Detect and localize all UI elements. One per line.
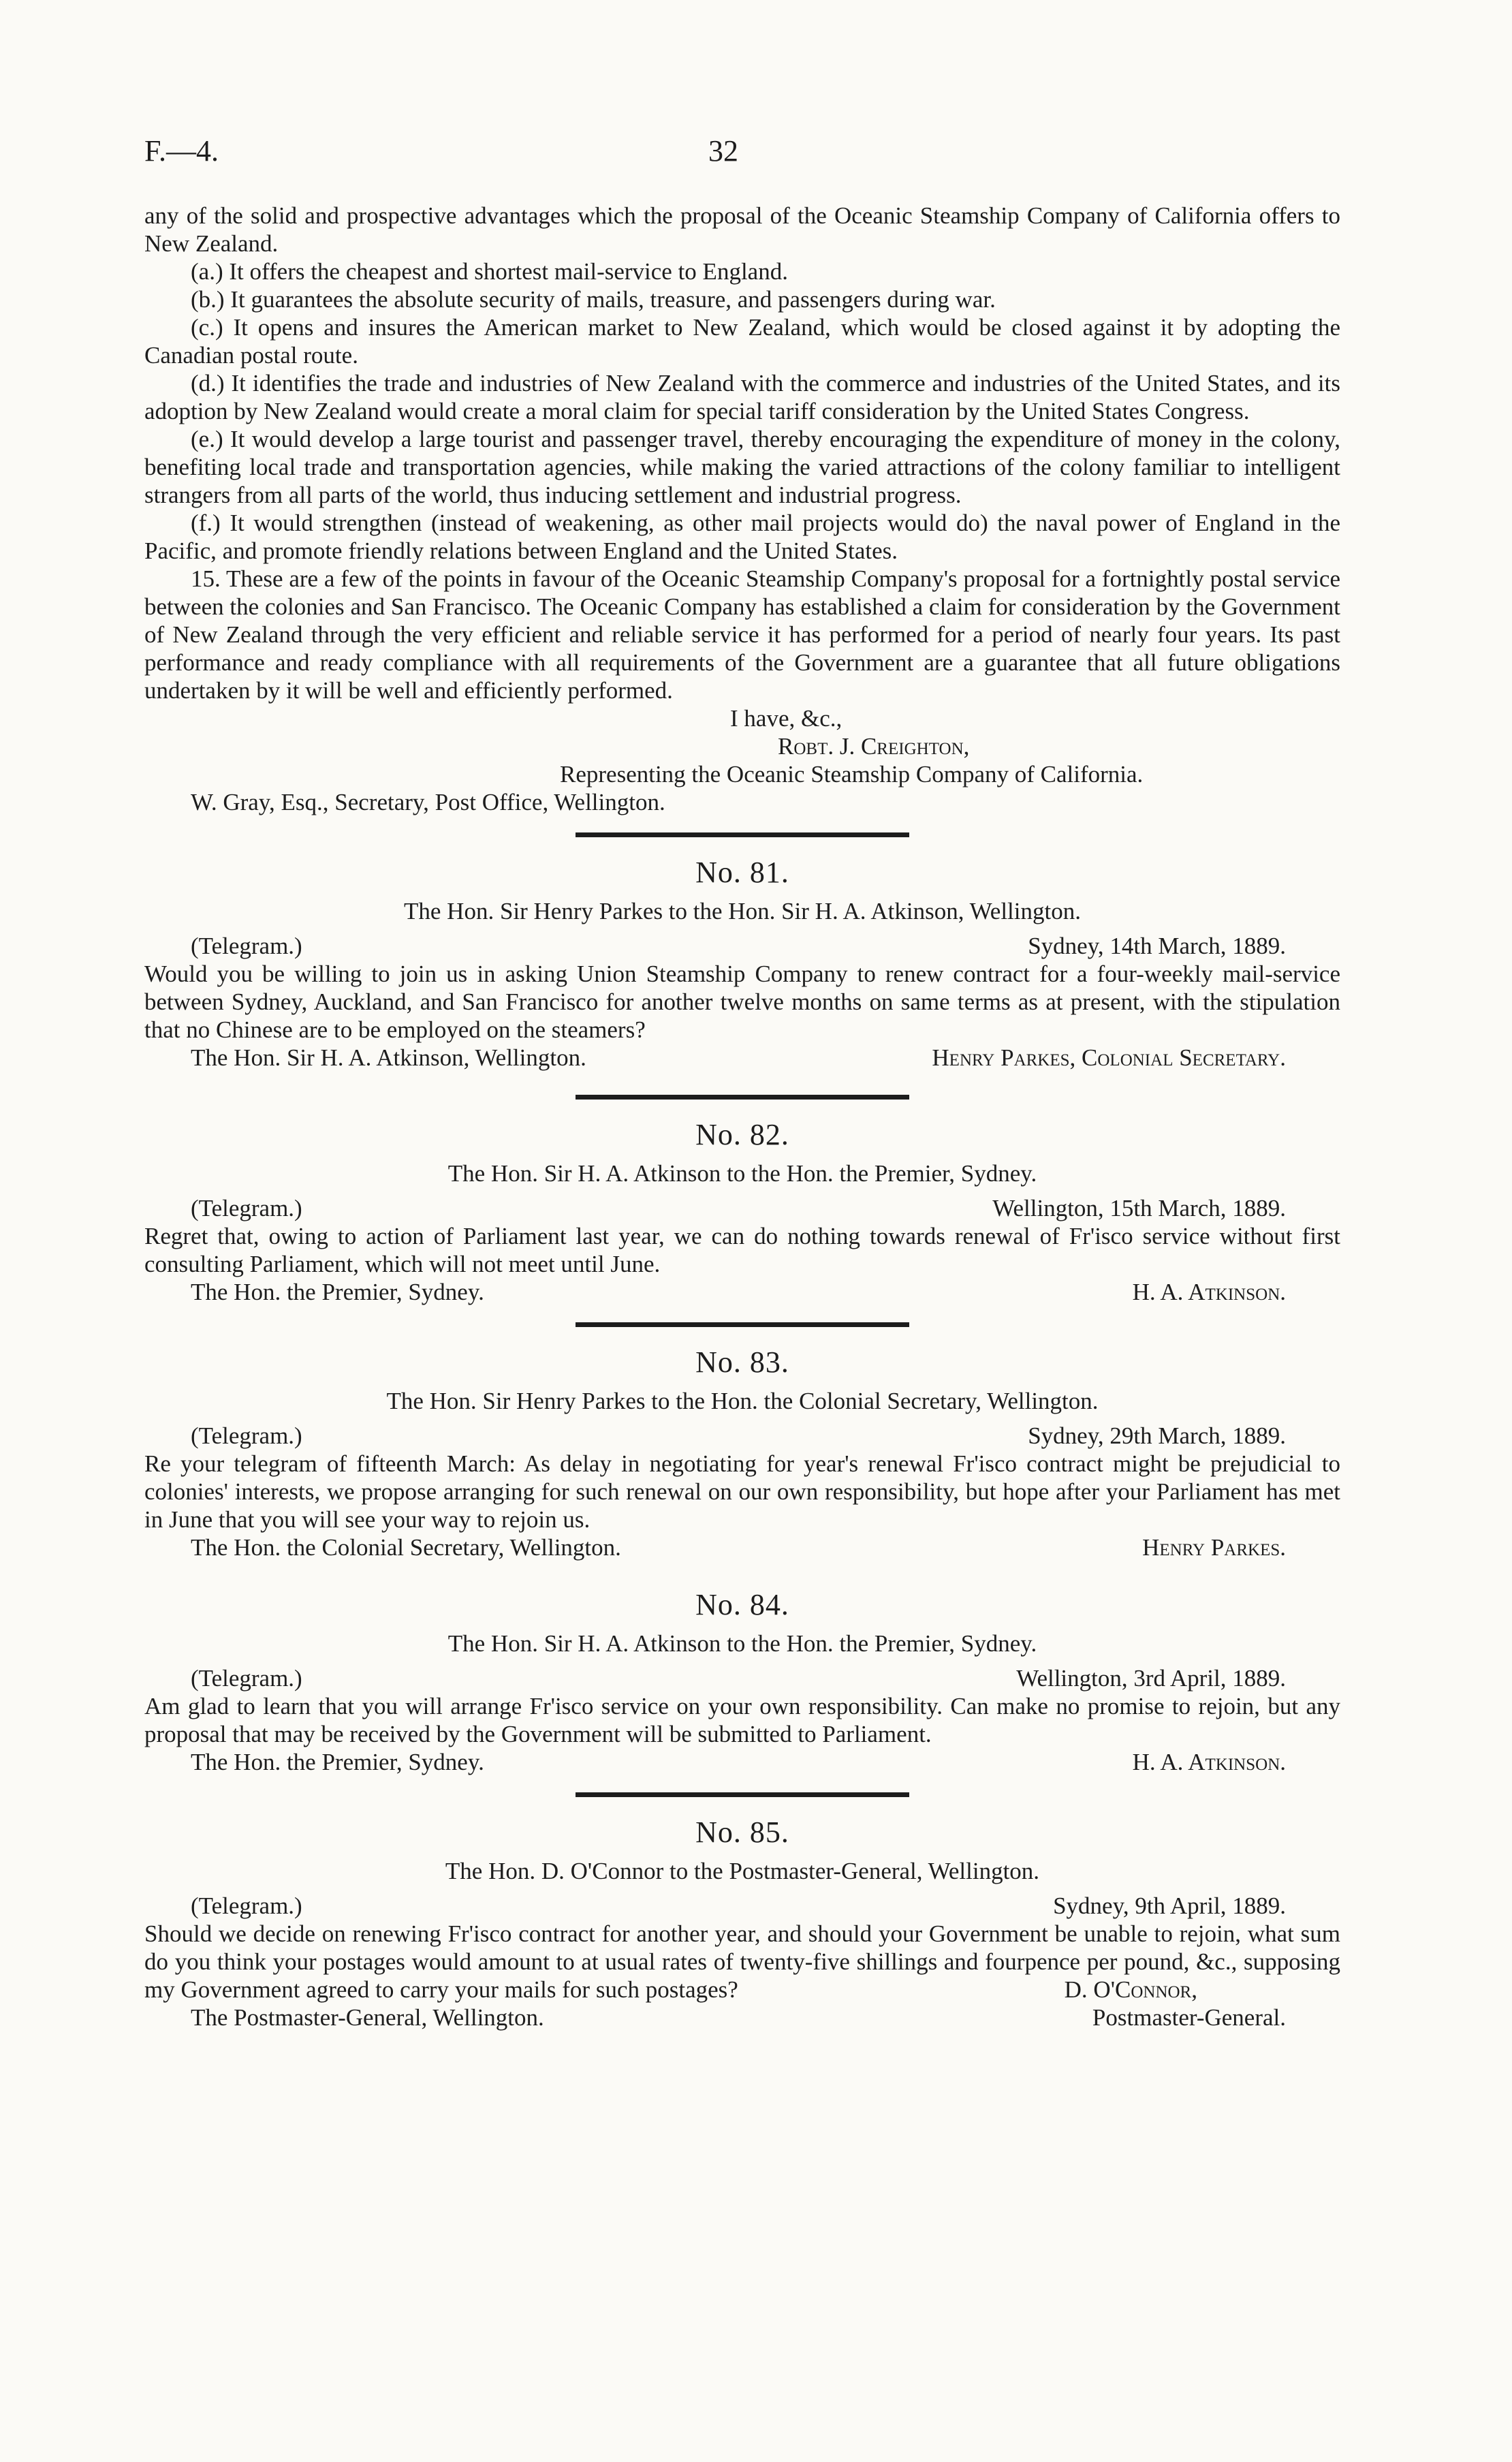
paragraph-15: 15. These are a few of the points in favour of the Oceanic Steamship Company's proposal for a fortnightly postal service between the colonies and San Francisco. The Oceanic Company has established a claim for consideration by the Government of New Zealand through the very efficient and reliable service it has performed for a period of nearly four years. Its past performance and ready compliance with all requirements of the Government are a guarantee that all future obligations undertaken by it will be well and efficiently performed.	[144, 565, 1340, 704]
letter-82-type: (Telegram.)	[191, 1195, 302, 1221]
letter-84-signature: H. A. Atkinson.	[1132, 1749, 1286, 1775]
letter-number-83: No. 83.	[695, 1345, 789, 1379]
page-number: 32	[708, 134, 738, 168]
advantage-item-c: (c.) It opens and insures the American market to New Zealand, which would be closed against it by adopting the Canadian postal route.	[144, 314, 1340, 369]
letter-84-footer	[144, 1748, 1340, 1776]
continuation-paragraph: any of the solid and prospective advantages which the proposal of the Oceanic Steamship Company of California offers to New Zealand.	[144, 202, 1340, 257]
letter-81-meta	[144, 932, 1340, 960]
section-divider	[576, 1792, 909, 1797]
letter-81-place-date: Sydney, 14th March, 1889.	[1028, 933, 1286, 959]
advantage-item-a: (a.) It offers the cheapest and shortest mail-service to England.	[191, 258, 788, 285]
advantage-item-b: (b.) It guarantees the absolute security of mails, treasure, and passengers during war.	[191, 286, 996, 313]
letter-85-footer	[144, 2004, 1340, 2031]
letter-85-type: (Telegram.)	[191, 1892, 302, 1919]
letter-85-signature-name: D. O'Connor,	[1064, 1976, 1197, 2003]
letter-83-body: Re your telegram of fifteenth March: As delay in negotiating for year's renewal Fr'isco contract might be prejudicial to colonies' interests, we propose arranging for such renewal on our own responsibility, but hope after your Parliament has met in June that you will see your way to rejoin us.	[144, 1450, 1340, 1533]
letter-81-type: (Telegram.)	[191, 933, 302, 959]
letter-83-type: (Telegram.)	[191, 1422, 302, 1449]
letter-82-from-to: The Hon. Sir H. A. Atkinson to the Hon. the Premier, Sydney.	[447, 1160, 1037, 1187]
letter-84-type: (Telegram.)	[191, 1665, 302, 1692]
document-reference: F.—4.	[144, 134, 219, 168]
letter-81-body: Would you be willing to join us in asking Union Steamship Company to renew contract for a four-weekly mail-service between Sydney, Auckland, and San Francisco for another twelve months on same terms as at present, with the stipulation that no Chinese are to be employed on the steamers?	[144, 961, 1340, 1043]
section-divider	[576, 832, 909, 837]
letter-83-place-date: Sydney, 29th March, 1889.	[1028, 1422, 1286, 1449]
letter-82-addressee: The Hon. the Premier, Sydney.	[191, 1279, 484, 1305]
closing-phrase: I have, &c.,	[730, 705, 842, 732]
letter-number-84: No. 84.	[695, 1588, 789, 1621]
letter-83-from-to: The Hon. Sir Henry Parkes to the Hon. the Colonial Secretary, Wellington.	[386, 1388, 1099, 1414]
section-divider	[576, 1322, 909, 1327]
letter-82-signature: H. A. Atkinson.	[1132, 1279, 1286, 1305]
letter-82-footer	[144, 1278, 1340, 1306]
letter-85-meta	[144, 1892, 1340, 1920]
intro-addressee: W. Gray, Esq., Secretary, Post Office, Wellington.	[191, 789, 665, 815]
letter-85-signature-title: Postmaster-General.	[1092, 2004, 1286, 2031]
letter-85-body: Should we decide on renewing Fr'isco contract for another year, and should your Government be unable to rejoin, what sum do you think your postages would amount to at usual rates of twenty-five shillings and fourpence per pound, &c., supposing my Government agreed to carry your mails for such postages?	[144, 1920, 1340, 2003]
signer-name: Robt. J. Creighton,	[778, 733, 970, 760]
letter-83-footer	[144, 1533, 1340, 1561]
letter-85-addressee: The Postmaster-General, Wellington.	[191, 2004, 544, 2031]
letter-85-place-date: Sydney, 9th April, 1889.	[1053, 1892, 1286, 1919]
letter-81-from-to: The Hon. Sir Henry Parkes to the Hon. Sir H. A. Atkinson, Wellington.	[404, 898, 1081, 924]
section-divider	[576, 1095, 909, 1100]
letter-84-meta	[144, 1664, 1340, 1692]
advantage-item-d: (d.) It identifies the trade and industries of New Zealand with the commerce and industries of the United States, and its adoption by New Zealand would create a moral claim for special tariff consideration by the United States Congress.	[144, 370, 1340, 424]
page-body	[144, 202, 1340, 2031]
letter-84-addressee: The Hon. the Premier, Sydney.	[191, 1749, 484, 1775]
advantage-item-e: (e.) It would develop a large tourist and passenger travel, thereby encouraging the expenditure of money in the colony, benefiting local trade and transportation agencies, while making the varied attractions of the colony familiar to intelligent strangers from all parts of the world, thus inducing settlement and industrial progress.	[144, 426, 1340, 508]
letter-84-place-date: Wellington, 3rd April, 1889.	[1016, 1665, 1286, 1692]
letter-81-footer	[144, 1044, 1340, 1072]
letter-82-body: Regret that, owing to action of Parliament last year, we can do nothing towards renewal of Fr'isco service without first consulting Parliament, which will not meet until June.	[144, 1223, 1340, 1277]
letter-83-addressee: The Hon. the Colonial Secretary, Wellington.	[191, 1534, 621, 1561]
letter-84-body: Am glad to learn that you will arrange Fr'isco service on your own responsibility. Can make no promise to rejoin, but any proposal that may be received by the Government will be submitted to Parliament.	[144, 1693, 1340, 1747]
letter-number-82: No. 82.	[695, 1118, 789, 1151]
letter-85-from-to: The Hon. D. O'Connor to the Postmaster-General, Wellington.	[445, 1858, 1040, 1884]
letter-number-85: No. 85.	[695, 1816, 789, 1849]
letter-82-place-date: Wellington, 15th March, 1889.	[992, 1195, 1286, 1221]
letter-81-addressee: The Hon. Sir H. A. Atkinson, Wellington.	[191, 1044, 586, 1071]
letter-84-from-to: The Hon. Sir H. A. Atkinson to the Hon. the Premier, Sydney.	[447, 1630, 1037, 1657]
signer-title: Representing the Oceanic Steamship Company of California.	[560, 761, 1144, 788]
letter-83-signature: Henry Parkes.	[1142, 1534, 1286, 1561]
letter-number-81: No. 81.	[695, 856, 789, 889]
advantage-item-f: (f.) It would strengthen (instead of weakening, as other mail projects would do) the naval power of England in the Pacific, and promote friendly relations between England and the United States.	[144, 510, 1340, 564]
letter-83-meta	[144, 1422, 1340, 1450]
letter-81-signature: Henry Parkes, Colonial Secretary.	[932, 1044, 1286, 1071]
letter-82-meta	[144, 1194, 1340, 1222]
